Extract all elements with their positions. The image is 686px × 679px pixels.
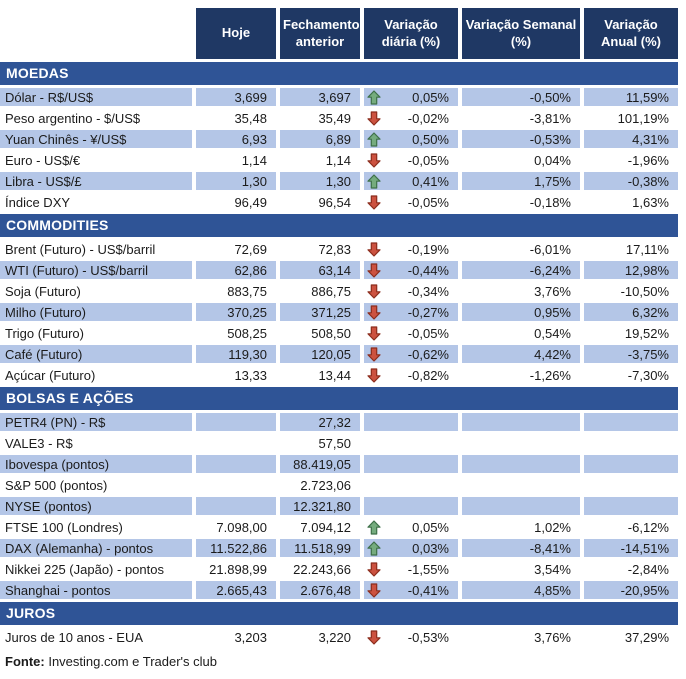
table-row xyxy=(0,345,678,366)
instrument-label: Nikkei 225 (Japão) - pontos xyxy=(0,560,196,581)
hoje-value xyxy=(196,434,280,455)
fechamento-anterior-value: 72,83 xyxy=(280,240,364,261)
variacao-semanal-value: 4,85% xyxy=(462,581,584,602)
fechamento-anterior-value: 88.419,05 xyxy=(280,455,364,476)
fechamento-anterior-value: 120,05 xyxy=(280,345,364,366)
instrument-label: Euro - US$/€ xyxy=(0,151,196,172)
variacao-diaria-cell xyxy=(364,261,462,282)
variacao-semanal-value: -1,26% xyxy=(462,366,584,387)
variacao-semanal-value: -6,01% xyxy=(462,240,584,261)
variacao-diaria-value: -0,34% xyxy=(407,283,449,299)
source-text: Investing.com e Trader's club xyxy=(44,654,218,669)
header-blank-cell xyxy=(0,8,196,62)
variacao-semanal-value: -0,18% xyxy=(462,193,584,214)
fechamento-anterior-value: 6,89 xyxy=(280,130,364,151)
arrow-up-icon xyxy=(367,541,381,556)
variacao-anual-value xyxy=(584,413,678,434)
fechamento-anterior-value: 96,54 xyxy=(280,193,364,214)
variacao-semanal-value: 1,02% xyxy=(462,518,584,539)
hoje-value: 883,75 xyxy=(196,282,280,303)
fechamento-anterior-value: 57,50 xyxy=(280,434,364,455)
trend-arrow-slot xyxy=(366,194,381,210)
table-row xyxy=(0,193,678,214)
instrument-label: VALE3 - R$ xyxy=(0,434,196,455)
hoje-value: 11.522,86 xyxy=(196,539,280,560)
arrow-up-icon xyxy=(367,174,381,189)
variacao-diaria-value: -0,53% xyxy=(407,629,449,645)
variacao-diaria-cell xyxy=(364,497,462,518)
variacao-semanal-value: 0,04% xyxy=(462,151,584,172)
table-row xyxy=(0,455,678,476)
variacao-semanal-value: -6,24% xyxy=(462,261,584,282)
fechamento-anterior-value: 11.518,99 xyxy=(280,539,364,560)
variacao-diaria-cell xyxy=(364,88,462,109)
variacao-semanal-value: -0,53% xyxy=(462,130,584,151)
arrow-down-icon xyxy=(367,562,381,577)
header-col-fechamento-anterior: Fechamento anterior xyxy=(280,8,364,62)
variacao-diaria-cell xyxy=(364,130,462,151)
hoje-value xyxy=(196,497,280,518)
variacao-diaria-value: -0,05% xyxy=(407,325,449,341)
instrument-label: Açúcar (Futuro) xyxy=(0,366,196,387)
variacao-diaria-cell xyxy=(364,109,462,130)
instrument-label: Shanghai - pontos xyxy=(0,581,196,602)
header-row xyxy=(0,8,678,62)
source-label: Fonte: xyxy=(5,654,45,669)
variacao-anual-value: -3,75% xyxy=(584,345,678,366)
variacao-diaria-cell xyxy=(364,303,462,324)
variacao-diaria-cell xyxy=(364,413,462,434)
section-band xyxy=(0,387,678,413)
variacao-anual-value: -20,95% xyxy=(584,581,678,602)
arrow-down-icon xyxy=(367,263,381,278)
section-band xyxy=(0,214,678,240)
hoje-value: 35,48 xyxy=(196,109,280,130)
variacao-diaria-cell xyxy=(364,151,462,172)
variacao-anual-value xyxy=(584,497,678,518)
variacao-semanal-value: 1,75% xyxy=(462,172,584,193)
trend-arrow-slot xyxy=(366,540,381,556)
variacao-diaria-cell xyxy=(364,455,462,476)
variacao-diaria-cell xyxy=(364,240,462,261)
trend-arrow-slot xyxy=(366,414,381,430)
variacao-semanal-value: -8,41% xyxy=(462,539,584,560)
instrument-label: PETR4 (PN) - R$ xyxy=(0,413,196,434)
variacao-diaria-cell xyxy=(364,628,462,649)
fechamento-anterior-value: 35,49 xyxy=(280,109,364,130)
instrument-label: Dólar - R$/US$ xyxy=(0,88,196,109)
variacao-anual-value: 4,31% xyxy=(584,130,678,151)
trend-arrow-slot xyxy=(366,456,381,472)
table-row xyxy=(0,324,678,345)
fechamento-anterior-value: 508,50 xyxy=(280,324,364,345)
trend-arrow-slot xyxy=(366,304,381,320)
variacao-anual-value: -7,30% xyxy=(584,366,678,387)
variacao-diaria-cell xyxy=(364,581,462,602)
arrow-down-icon xyxy=(367,242,381,257)
variacao-semanal-value: 3,76% xyxy=(462,628,584,649)
variacao-semanal-value: 3,54% xyxy=(462,560,584,581)
variacao-diaria-value: 0,41% xyxy=(412,173,449,189)
arrow-up-icon xyxy=(367,520,381,535)
hoje-value: 1,14 xyxy=(196,151,280,172)
instrument-label: Soja (Futuro) xyxy=(0,282,196,303)
table-row xyxy=(0,560,678,581)
trend-arrow-slot xyxy=(366,367,381,383)
variacao-anual-value: 12,98% xyxy=(584,261,678,282)
table-row xyxy=(0,130,678,151)
trend-arrow-slot xyxy=(366,435,381,451)
fechamento-anterior-value: 886,75 xyxy=(280,282,364,303)
trend-arrow-slot xyxy=(366,582,381,598)
section-band xyxy=(0,602,678,628)
instrument-label: Juros de 10 anos - EUA xyxy=(0,628,196,649)
hoje-value xyxy=(196,476,280,497)
source-note xyxy=(5,654,686,669)
section-title: BOLSAS E AÇÕES xyxy=(0,387,678,413)
variacao-semanal-value: 4,42% xyxy=(462,345,584,366)
instrument-label: Milho (Futuro) xyxy=(0,303,196,324)
variacao-diaria-value: -0,82% xyxy=(407,367,449,383)
header-col-variacao-anual: Variação Anual (%) xyxy=(584,8,678,62)
fechamento-anterior-value: 3,220 xyxy=(280,628,364,649)
hoje-value: 3,203 xyxy=(196,628,280,649)
table-row xyxy=(0,88,678,109)
trend-arrow-slot xyxy=(366,561,381,577)
variacao-anual-value: 101,19% xyxy=(584,109,678,130)
table-row xyxy=(0,434,678,455)
table-row xyxy=(0,497,678,518)
variacao-diaria-cell xyxy=(364,172,462,193)
variacao-diaria-value: -0,62% xyxy=(407,346,449,362)
arrow-up-icon xyxy=(367,132,381,147)
section-title: JUROS xyxy=(0,602,678,628)
table-row xyxy=(0,413,678,434)
variacao-anual-value: 19,52% xyxy=(584,324,678,345)
trend-arrow-slot xyxy=(366,173,381,189)
hoje-value: 62,86 xyxy=(196,261,280,282)
hoje-value: 3,699 xyxy=(196,88,280,109)
variacao-anual-value: 1,63% xyxy=(584,193,678,214)
instrument-label: DAX (Alemanha) - pontos xyxy=(0,539,196,560)
table-row xyxy=(0,303,678,324)
variacao-diaria-cell xyxy=(364,193,462,214)
instrument-label: S&P 500 (pontos) xyxy=(0,476,196,497)
arrow-down-icon xyxy=(367,284,381,299)
instrument-label: Brent (Futuro) - US$/barril xyxy=(0,240,196,261)
fechamento-anterior-value: 12.321,80 xyxy=(280,497,364,518)
table-row xyxy=(0,476,678,497)
arrow-up-icon xyxy=(367,90,381,105)
variacao-diaria-cell xyxy=(364,324,462,345)
instrument-label: Índice DXY xyxy=(0,193,196,214)
variacao-diaria-value: -0,19% xyxy=(407,241,449,257)
instrument-label: FTSE 100 (Londres) xyxy=(0,518,196,539)
variacao-anual-value xyxy=(584,455,678,476)
instrument-label: NYSE (pontos) xyxy=(0,497,196,518)
fechamento-anterior-value: 371,25 xyxy=(280,303,364,324)
trend-arrow-slot xyxy=(366,152,381,168)
fechamento-anterior-value: 1,14 xyxy=(280,151,364,172)
variacao-semanal-value: 0,54% xyxy=(462,324,584,345)
variacao-diaria-value: 0,50% xyxy=(412,131,449,147)
variacao-diaria-value: 0,03% xyxy=(412,540,449,556)
market-table xyxy=(0,8,678,649)
variacao-semanal-value xyxy=(462,497,584,518)
trend-arrow-slot xyxy=(366,629,381,645)
table-row xyxy=(0,518,678,539)
fechamento-anterior-value: 7.094,12 xyxy=(280,518,364,539)
table-row xyxy=(0,539,678,560)
hoje-value: 72,69 xyxy=(196,240,280,261)
hoje-value: 119,30 xyxy=(196,345,280,366)
arrow-down-icon xyxy=(367,368,381,383)
trend-arrow-slot xyxy=(366,498,381,514)
variacao-anual-value: -14,51% xyxy=(584,539,678,560)
trend-arrow-slot xyxy=(366,477,381,493)
trend-arrow-slot xyxy=(366,241,381,257)
variacao-anual-value: 6,32% xyxy=(584,303,678,324)
instrument-label: Libra - US$/£ xyxy=(0,172,196,193)
instrument-label: Ibovespa (pontos) xyxy=(0,455,196,476)
trend-arrow-slot xyxy=(366,346,381,362)
hoje-value: 508,25 xyxy=(196,324,280,345)
variacao-diaria-value: -0,41% xyxy=(407,582,449,598)
variacao-anual-value: -0,38% xyxy=(584,172,678,193)
section-band xyxy=(0,62,678,88)
variacao-diaria-cell xyxy=(364,282,462,303)
table-row xyxy=(0,151,678,172)
variacao-semanal-value: -3,81% xyxy=(462,109,584,130)
fechamento-anterior-value: 1,30 xyxy=(280,172,364,193)
fechamento-anterior-value: 3,697 xyxy=(280,88,364,109)
variacao-anual-value: 37,29% xyxy=(584,628,678,649)
arrow-down-icon xyxy=(367,153,381,168)
trend-arrow-slot xyxy=(366,89,381,105)
instrument-label: Peso argentino - $/US$ xyxy=(0,109,196,130)
variacao-diaria-value: 0,05% xyxy=(412,519,449,535)
fechamento-anterior-value: 63,14 xyxy=(280,261,364,282)
header-col-hoje: Hoje xyxy=(196,8,280,62)
hoje-value: 7.098,00 xyxy=(196,518,280,539)
trend-arrow-slot xyxy=(366,131,381,147)
variacao-diaria-value: -0,27% xyxy=(407,304,449,320)
fechamento-anterior-value: 2.723,06 xyxy=(280,476,364,497)
hoje-value: 21.898,99 xyxy=(196,560,280,581)
variacao-diaria-value: -1,55% xyxy=(407,561,449,577)
variacao-diaria-cell xyxy=(364,539,462,560)
variacao-diaria-value: -0,44% xyxy=(407,262,449,278)
variacao-diaria-cell xyxy=(364,476,462,497)
variacao-anual-value xyxy=(584,476,678,497)
instrument-label: Café (Futuro) xyxy=(0,345,196,366)
variacao-semanal-value: 0,95% xyxy=(462,303,584,324)
variacao-semanal-value: -0,50% xyxy=(462,88,584,109)
variacao-diaria-cell xyxy=(364,518,462,539)
hoje-value: 13,33 xyxy=(196,366,280,387)
arrow-down-icon xyxy=(367,195,381,210)
fechamento-anterior-value: 13,44 xyxy=(280,366,364,387)
table-row xyxy=(0,240,678,261)
fechamento-anterior-value: 2.676,48 xyxy=(280,581,364,602)
section-title: MOEDAS xyxy=(0,62,678,88)
hoje-value: 96,49 xyxy=(196,193,280,214)
variacao-anual-value: -2,84% xyxy=(584,560,678,581)
table-row xyxy=(0,628,678,649)
variacao-diaria-value: -0,05% xyxy=(407,194,449,210)
fechamento-anterior-value: 27,32 xyxy=(280,413,364,434)
section-title: COMMODITIES xyxy=(0,214,678,240)
variacao-semanal-value xyxy=(462,413,584,434)
arrow-down-icon xyxy=(367,630,381,645)
variacao-diaria-cell xyxy=(364,560,462,581)
table-row xyxy=(0,366,678,387)
variacao-diaria-value: 0,05% xyxy=(412,89,449,105)
variacao-anual-value: 17,11% xyxy=(584,240,678,261)
variacao-diaria-cell xyxy=(364,434,462,455)
header-col-variacao-diaria: Variação diária (%) xyxy=(364,8,462,62)
trend-arrow-slot xyxy=(366,283,381,299)
variacao-diaria-cell xyxy=(364,366,462,387)
arrow-down-icon xyxy=(367,305,381,320)
variacao-diaria-value: -0,05% xyxy=(407,152,449,168)
trend-arrow-slot xyxy=(366,325,381,341)
variacao-diaria-value: -0,02% xyxy=(407,110,449,126)
table-row xyxy=(0,172,678,193)
variacao-semanal-value: 3,76% xyxy=(462,282,584,303)
hoje-value: 2.665,43 xyxy=(196,581,280,602)
variacao-diaria-cell xyxy=(364,345,462,366)
trend-arrow-slot xyxy=(366,519,381,535)
variacao-anual-value: 11,59% xyxy=(584,88,678,109)
arrow-down-icon xyxy=(367,583,381,598)
variacao-anual-value: -6,12% xyxy=(584,518,678,539)
hoje-value xyxy=(196,413,280,434)
header-col-variacao-semanal: Variação Semanal (%) xyxy=(462,8,584,62)
table-row xyxy=(0,581,678,602)
instrument-label: Trigo (Futuro) xyxy=(0,324,196,345)
arrow-down-icon xyxy=(367,347,381,362)
table-body xyxy=(0,62,678,649)
variacao-anual-value: -1,96% xyxy=(584,151,678,172)
variacao-semanal-value xyxy=(462,434,584,455)
arrow-down-icon xyxy=(367,326,381,341)
fechamento-anterior-value: 22.243,66 xyxy=(280,560,364,581)
table-row xyxy=(0,261,678,282)
variacao-semanal-value xyxy=(462,455,584,476)
variacao-anual-value xyxy=(584,434,678,455)
arrow-down-icon xyxy=(367,111,381,126)
hoje-value: 1,30 xyxy=(196,172,280,193)
table-row xyxy=(0,109,678,130)
hoje-value: 370,25 xyxy=(196,303,280,324)
variacao-semanal-value xyxy=(462,476,584,497)
hoje-value xyxy=(196,455,280,476)
instrument-label: Yuan Chinês - ¥/US$ xyxy=(0,130,196,151)
trend-arrow-slot xyxy=(366,262,381,278)
trend-arrow-slot xyxy=(366,110,381,126)
instrument-label: WTI (Futuro) - US$/barril xyxy=(0,261,196,282)
variacao-anual-value: -10,50% xyxy=(584,282,678,303)
hoje-value: 6,93 xyxy=(196,130,280,151)
table-row xyxy=(0,282,678,303)
